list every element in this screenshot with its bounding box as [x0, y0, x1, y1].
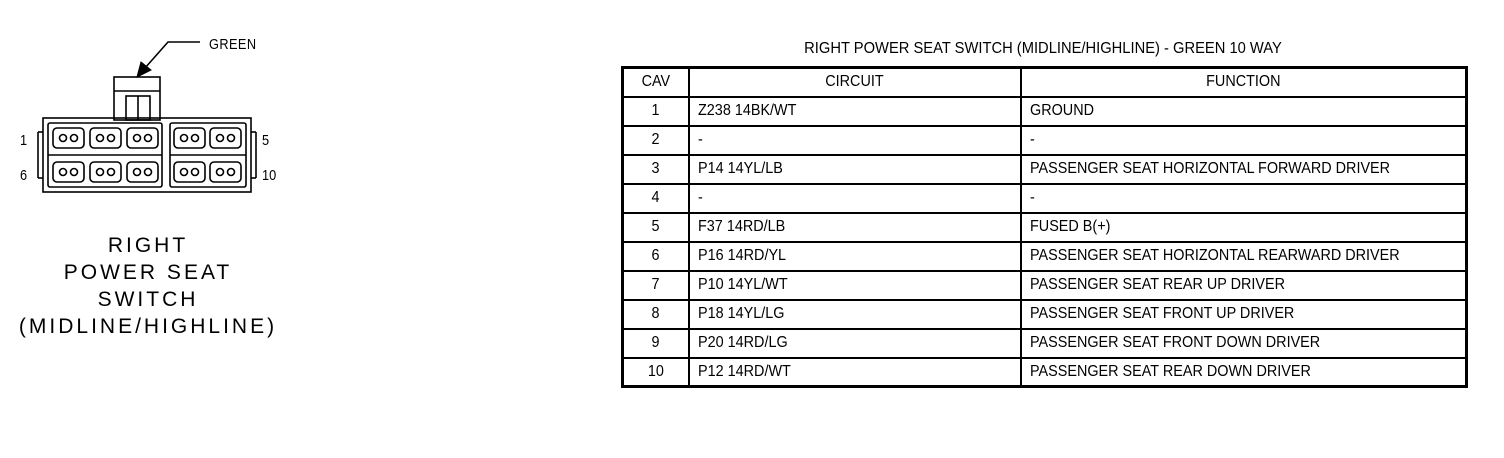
cav-cell: 5	[623, 213, 689, 242]
cav-cell: 2	[623, 126, 689, 155]
table-title: RIGHT POWER SEAT SWITCH (MIDLINE/HIGHLINE) - GREEN 10 WAY	[804, 40, 1282, 57]
cav-cell: 3	[623, 155, 689, 184]
cav-cell: 7	[623, 271, 689, 300]
circuit-cell: P16 14RD/YL	[689, 242, 1021, 271]
circuit-cell: P12 14RD/WT	[689, 358, 1021, 387]
table-row	[623, 329, 1467, 358]
header-function: FUNCTION	[1021, 68, 1467, 97]
circuit-cell: -	[689, 126, 1021, 155]
cav-cell: 4	[623, 184, 689, 213]
table-row	[623, 213, 1467, 242]
table-row	[623, 97, 1467, 126]
header-cav: CAV	[623, 68, 689, 97]
header-circuit: CIRCUIT	[689, 68, 1021, 97]
connector-name-line-1: RIGHT	[107, 234, 189, 257]
cav-cell: 1	[623, 97, 689, 126]
table-header-row	[623, 68, 1467, 97]
cav-cell: 6	[623, 242, 689, 271]
function-cell: FUSED B(+)	[1021, 213, 1467, 242]
connector-color-label: GREEN	[209, 36, 257, 53]
cav-cell: 8	[623, 300, 689, 329]
function-cell: PASSENGER SEAT FRONT UP DRIVER	[1021, 300, 1467, 329]
connector-name-line-3: SWITCH	[97, 288, 199, 311]
connector-face-drawing	[0, 0, 300, 210]
function-cell: GROUND	[1021, 97, 1467, 126]
pin-label-5: 5	[262, 132, 270, 149]
function-cell: PASSENGER SEAT FRONT DOWN DRIVER	[1021, 329, 1467, 358]
function-cell: PASSENGER SEAT HORIZONTAL FORWARD DRIVER	[1021, 155, 1467, 184]
cavity-row-top	[53, 128, 241, 148]
connector-latch	[114, 77, 160, 120]
connector-name-line-4: (MIDLINE/HIGHLINE)	[18, 315, 278, 338]
cav-cell: 10	[623, 358, 689, 387]
circuit-cell: Z238 14BK/WT	[689, 97, 1021, 126]
table-row	[623, 300, 1467, 329]
circuit-cell: F37 14RD/LB	[689, 213, 1021, 242]
table-row	[623, 126, 1467, 155]
circuit-cell: P10 14YL/WT	[689, 271, 1021, 300]
table-row	[623, 271, 1467, 300]
pin-label-10: 10	[262, 167, 277, 184]
table-row	[623, 242, 1467, 271]
cav-cell: 9	[623, 329, 689, 358]
pin-label-1: 1	[20, 132, 28, 149]
function-cell: -	[1021, 126, 1467, 155]
table-row	[623, 358, 1467, 387]
circuit-cell: P14 14YL/LB	[689, 155, 1021, 184]
circuit-cell: P20 14RD/LG	[689, 329, 1021, 358]
table-row	[623, 184, 1467, 213]
function-cell: PASSENGER SEAT HORIZONTAL REARWARD DRIVER	[1021, 242, 1467, 271]
table-body	[623, 97, 1467, 387]
cavity-row-bottom	[53, 162, 241, 182]
circuit-cell: P18 14YL/LG	[689, 300, 1021, 329]
connector-name	[0, 232, 296, 340]
function-cell: -	[1021, 184, 1467, 213]
function-cell: PASSENGER SEAT REAR DOWN DRIVER	[1021, 358, 1467, 387]
pin-label-6: 6	[20, 167, 28, 184]
connector-name-line-2: POWER SEAT	[63, 261, 233, 284]
table-row	[623, 155, 1467, 184]
pinout-table	[621, 66, 1468, 388]
function-cell: PASSENGER SEAT REAR UP DRIVER	[1021, 271, 1467, 300]
circuit-cell: -	[689, 184, 1021, 213]
color-leader-line	[145, 42, 200, 68]
